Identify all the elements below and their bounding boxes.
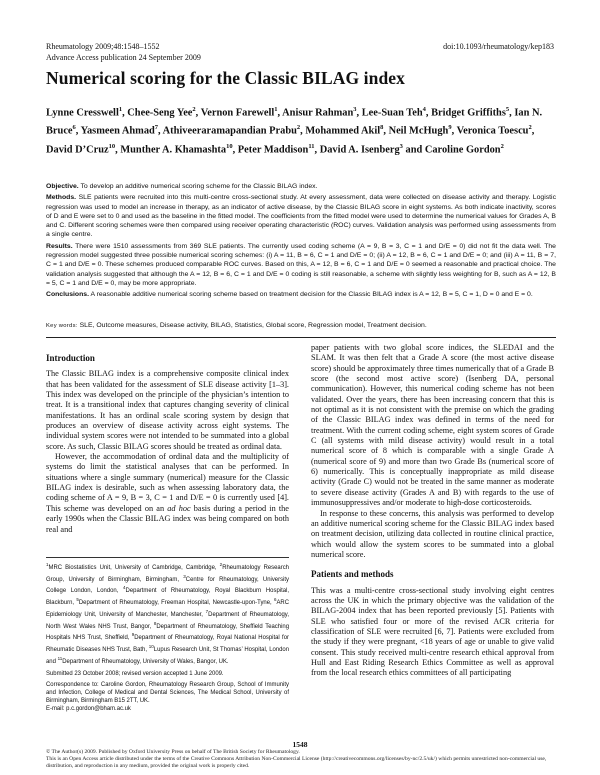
- abstract: [46, 182, 556, 302]
- affiliation-marker: 11: [308, 142, 315, 150]
- author-list: Lynne Cresswell$^1$, Chee-Seng Yee$^2$, Vernon Farewell$^1$, Anisur Rahman$^3$, Lee-Suan Teh$^4$, Bridget Griffiths$^5$, Ian N. Bruce$^6$, Yasmeen Ahmad$^7$, Athiveeraramapandian Prabu$^2$, Mohammed Akil$^8$, Neil McHugh$^9$, Veronica Toescu$^2$, David D’Cruz$^{10}$, Munther A. Khamashta$^{10}$, Peter Maddison$^{11}$, David A. Isenberg$^3$ and Caroline Gordon$^2$: [46, 106, 543, 156]
- author-name: Caroline Gordon: [424, 144, 501, 156]
- affiliation-marker: 2: [528, 124, 532, 132]
- keywords: [46, 321, 556, 331]
- intro-paragraph-4: In response to these concerns, this analysis was performed to develop an additive numerical scoring scheme for the Classic BILAG index based on treatment decision, utilizing data collected in routine clinical practice, which would allow the system scores to be summated into a global numerical score.: [311, 508, 554, 559]
- methods-paragraph-1: This was a multi-centre cross-sectional study involving eight centres across the UK in which the primary objective was the validation of the BILAG-2004 index that has been reported previously [5]. Patients with SLE who satisfied four or more of the revised ACR criteria for classification of SLE were recruited [6, 7]. Patients were excluded from the study if they were pregnant, <18 years of age or unable to give valid consent. This study received multi-centre research ethical approval from Hull and East Riding Research Ethics Committee as well as approval from the local research ethics committees of all participating: [311, 585, 554, 678]
- affiliation-marker: 4: [422, 106, 426, 113]
- author-name: Peter Maddison: [237, 144, 309, 156]
- affiliation-marker: 5: [505, 106, 510, 113]
- left-column: [46, 353, 289, 535]
- keywords-label: Key words:: [46, 323, 78, 329]
- copyright-notice: © The Author(s) 2009. Published by Oxford University Press on behalf of The British Society for Rheumatology. This is an Open Access article distributed under the terms of the Creative Commons Attribution Non-Commercial License (http://creativecommons.org/licenses/by-nc/2.5/uk/) which permits unrestricted non-commercial use, distribution, and reproduction in any medium, provided the original work is properly cited.: [46, 749, 547, 769]
- author-name: Lynne Cresswell: [46, 107, 119, 119]
- author-name: Vernon Farewell: [200, 107, 275, 119]
- author-name: Munther A. Khamashta: [120, 144, 227, 156]
- author-name: Veronica Toescu: [456, 125, 529, 137]
- affiliation-marker: 2: [192, 106, 196, 113]
- affiliation-marker: 3: [399, 142, 403, 150]
- footnote-divider: [46, 557, 289, 558]
- journal-citation: Rheumatology 2009;48:1548–1552: [46, 42, 160, 51]
- affiliation-marker: 10: [108, 142, 116, 150]
- footnotes: [46, 561, 289, 717]
- affiliation-marker: 7: [154, 124, 159, 132]
- keywords-text: SLE, Outcome measures, Disease activity, BILAG, Statistics, Global score, Regression model, Treatment decision.: [79, 322, 427, 329]
- introduction-heading: Introduction: [46, 353, 95, 363]
- correspondence: Correspondence to: Caroline Gordon, Rheumatology Research Group, School of Immunity and Infection, College of Medical and Dental Sciences, The Medical School, University of Birmingham, Birmingham B15 2TT, UK. E-mail: p.c.gordon@bham.ac.uk: [46, 682, 289, 712]
- affiliation-marker: 1: [118, 106, 123, 113]
- submission-dates: Submitted 23 October 2008; revised version accepted 1 June 2009.: [46, 670, 224, 677]
- right-column: [311, 343, 554, 679]
- affiliations: $^1$MRC Biostatistics Unit, University of Cambridge, Cambridge, $^2$Rheumatology Research Group, University of Birmingham, Birmingham, $^3$Centre for Rheumatology, University College London, London, $^4$Department of Rheumatology, Royal Blackburn Hospital, Blackburn, $^5$Department of Rheumatology, Freeman Hospital, Newcastle-upon-Tyne, $^6$ARC Epidemiology Unit, University of Manchester, Manchester, $^7$Department of Rheumatology, North West Wales NHS Trust, Bangor, $^8$Department of Rheumatology, Sheffield Teaching Hospitals NHS Trust, Sheffield, $^9$Department of Rheumatology, Royal National Hospital for Rheumatic Diseases NHS Trust, Bath, $^{10}$Lupus Research Unit, St Thomas’ Hospital, London and $^{11}$Department of Rheumatology, University of Wales, Bangor, UK.: [46, 562, 290, 665]
- author-name: Yasmeen Ahmad: [80, 125, 155, 137]
- author-name: Chee-Seng Yee: [127, 107, 193, 119]
- affiliation-marker: 2: [500, 142, 504, 150]
- author-name: Athiveeraramapandian Prabu: [162, 125, 297, 137]
- author-name: Anisur Rahman: [282, 107, 354, 119]
- author-name: David A. Isenberg: [319, 144, 400, 156]
- intro-paragraph-2: However, the accommodation of ordinal data and the multiplicity of systems do limit the statistical analyses that can be performed. In situations where a single summary (numerical) measure for the Classic BILAG index is desirable, such as when assessing laboratory data, the coding scheme of A = 9, B = 3, C = 1 and D/E = 0 is currently used [4]. This scheme was developed on an ad hoc basis during a period in the early 1990s when the Classic BILAG index was being compared on both real and: [46, 452, 289, 534]
- author-name: Lee-Suan Teh: [361, 107, 423, 119]
- author-name: Mohammed Akil: [305, 125, 381, 137]
- author-name: Neil McHugh: [388, 125, 449, 137]
- intro-paragraph-1: The Classic BILAG index is a comprehensive composite clinical index that has been validated for the assessment of SLE disease activity [1–3]. This index was developed on the principle of the physician’s intention to treat. It is a transitional index that captures changing severity of clinical manifestations. It has an ordinal scale scoring system by design that produces an overview of disease activity across eight systems. The individual system scores were not intended to be summated into a global score. As such, Classic BILAG scores should be treated as ordinal data.: [46, 369, 289, 451]
- abstract-objective: Objective. To develop an additive numerical scoring scheme for the Classic BILAG index.: [46, 183, 318, 190]
- article-title: Numerical scoring for the Classic BILAG index: [46, 68, 406, 88]
- advance-access-line: Advance Access publication 24 September 2009: [46, 53, 201, 62]
- affiliation-marker: 6: [72, 124, 76, 132]
- abstract-methods: Methods. SLE patients were recruited into this multi-centre cross-sectional study. At every assessment, data were collected on disease activity and therapy. Logistic regression was used to model an increase in therapy, as an indicator of active disease, by the Classic BILAG score in eight systems. As both indicate inactivity, scores of D and E were set to 0 and used as the baseline in the fitted model. The coefficients from the fitted model were used to determine the numerical values for Grades A, B and C. Different scoring schemes were then compared using receiver operating characteristic (ROC) curves. Validation analysis was performed using assessments from a single centre.: [46, 194, 556, 239]
- affiliation-marker: 10: [226, 142, 233, 150]
- doi[interactable]: doi:10.1093/rheumatology/kep183: [443, 42, 554, 51]
- affiliation-marker: 8: [380, 124, 384, 132]
- journal-header: [46, 41, 201, 63]
- patients-methods-heading: Patients and methods: [311, 569, 394, 580]
- abstract-divider: [46, 337, 556, 338]
- affiliation-marker: 1: [274, 106, 278, 113]
- intro-paragraph-3: paper patients with two global score indices, the SLEDAI and the SLAM. It was then felt that a Grade A score (the most active disease score) should be approximately three times numerically that of a Grade B score (the second most active score) (Isenberg DA, personal communication). However, this numerical coding scheme has not been validated. Over the years, there has been increasing concern that this is not optimal as it is not consistent with the premise on which the grading of the Classic BILAG index was defined in terms of the need for treatment. With the current coding scheme, eight system scores of Grade C (all systems with mild disease activity) would result in a total numerical score of 8 which is comparable with a single Grade A (numerical score of 9) and more than two Grade Bs (numerical score of 6) numerically. This is conceptually inappropriate as mild disease activity (Grade C) would not be treated in the same manner as moderate to severe disease activity (Grades A and B) with regards to the use of immunosuppressives and/or moderate to high-dose corticosteroids.: [311, 343, 554, 508]
- page-number: 1548: [292, 740, 308, 749]
- affiliation-marker: 2: [296, 124, 301, 132]
- author-name: David D’Cruz: [46, 144, 109, 156]
- author-name: Bridget Griffiths: [431, 107, 506, 119]
- affiliation-marker: 3: [353, 106, 357, 113]
- abstract-conclusions: Conclusions. A reasonable additive numerical scoring scheme based on treatment decision for the Classic BILAG index is A = 12, B = 5, C = 1, D = 0 and E = 0.: [46, 291, 533, 299]
- email-link[interactable]: E-mail: p.c.gordon@bham.ac.uk: [46, 705, 131, 712]
- author-name: Ian N. Bruce: [46, 107, 543, 137]
- abstract-results: Results. There were 1510 assessments from 369 SLE patients. The currently used coding scheme (A = 9, B = 3, C = 1 and D/E = 0) did not fit the data well. The regression model suggested three possible numerical scoring schemes: (i) A = 11, B = 6, C = 1 and D/E = 0; (ii) A = 12, B = 6, C = 1 and D/E = 0; and (iii) A = 11, B = 7, C = 1 and D/E = 0. These schemes produced comparable ROC curves. Based on this, A = 12, B = 6, C = 1 and D/E = 0 seemed a reasonable and practical choice. The validation analysis suggested that although the A = 12, B = 6, C = 1 and D/E = 0 coding is still reasonable, a scheme with slightly less weighting for B, such as A = 12, B = 5, C = 1 and D/E = 0, may be more appropriate.: [46, 242, 556, 287]
- affiliation-marker: 9: [448, 124, 452, 132]
